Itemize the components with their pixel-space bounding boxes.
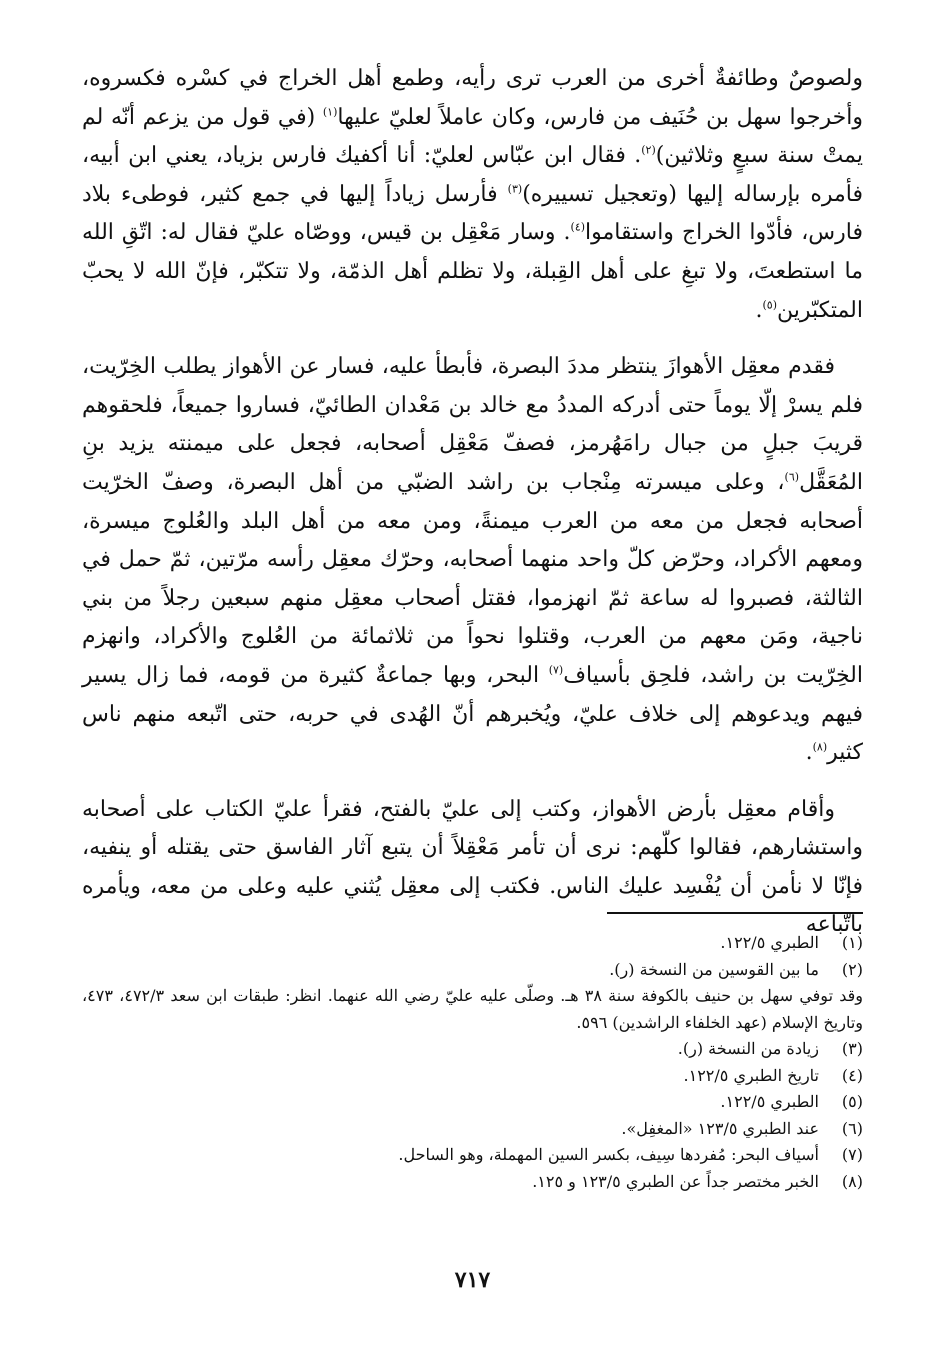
footnote-ref: (٧): [548, 663, 564, 677]
footnote-ref: (٢): [641, 143, 656, 157]
footnote-ref: (٨): [812, 740, 828, 754]
footnote-text: ما بين القوسين من النسخة (ر).: [609, 959, 819, 979]
footnote-text: الطبري ١٢٢/٥.: [720, 933, 819, 952]
footnote: [82, 1063, 863, 1090]
text-segment: فقدم معقِل الأهوازَ ينتظر مددَ البصرة، فأبطأ عليه، فسار عن الأهواز يطلب الخِرّيت، فلم يسرْ إلّا يوماً حتى أدركه المددُ مع خالد بن مَعْدان الطائيّ، فساروا جميعاً، فلحقوهم قريبَ جبلٍ من جبال رامَهُرمز، فصفّ مَعْقِل أصحابه، فجعل على ميمنته يزيد بنِ المُعَقَّل: [82, 354, 863, 495]
footnote: [82, 930, 863, 957]
footnote: [82, 1036, 863, 1063]
footnote-number: (٨): [841, 1171, 863, 1191]
footnote-ref: (٣): [507, 182, 523, 196]
footnote-number: (٢): [841, 959, 863, 979]
page-number: ٧١٧: [454, 1267, 491, 1293]
footnote-number: (٧): [841, 1145, 863, 1164]
footnote-text: زيادة من النسخة (ر).: [677, 1039, 819, 1058]
footnote-ref: (٥): [762, 298, 778, 312]
text-segment: فأرسل زياداً إليها في جمع كثير، فوطىء بلاد فارس، فأدّوا الخراج واستقاموا: [82, 181, 863, 246]
footnote: [82, 957, 863, 984]
text-segment: ، وعلى ميسرته مِنْجاب بن راشد الضبّي من أهل البصرة، وصفّ الخرّيت أصحابه فجعل من معه من العرب ميمنةً، ومن معه من أهل البلد والعُلوج ميسرة، ومعهم الأكراد، وحرّض كلّ واحد منهما أصحابه، وحرّك معقِل رأسه مرّتين، ثمّ حمل في الثالثة، فصبروا له ساعة ثمّ انهزموا، فقتل أصحاب معقِل منهم سبعين رجلاً من بني ناجية، ومَن معهم من العرب، وقتلوا نحواً من ثلاثمائة من العُلوج والأكراد، وانهزم الخِرّيت بن راشد، فلحِق بأسياف: [82, 469, 864, 688]
footnote-text: الطبري ١٢٢/٥.: [720, 1092, 819, 1111]
footnote-ref: (٦): [784, 470, 800, 484]
footnotes: [82, 930, 863, 1195]
footnote: [82, 1089, 863, 1116]
footnote: [82, 1142, 863, 1169]
footnote-number: (١): [841, 933, 863, 952]
footnote-text: الخبر مختصر جداً عن الطبري ١٢٣/٥ و ١٢٥.: [532, 1171, 819, 1191]
text-segment: . وسار مَعْقِل بن قيس، ووصّاه عليّ فقال له: اتّقِ الله ما استطعتَ، ولا تبغِ على أهل القِبلة، ولا تظلم أهل الذمّة، ولا تتكبّر، فإنّ الله لا يحبّ المتكبّرين: [82, 220, 863, 323]
text-segment: البحر، وبها جماعةٌ كثيرة من قومه، فما زال يسير فيهم ويدعوهم إلى خلاف عليّ، ويُخبرهم أنّ الهُدى في حربه، حتى اتّبعه منهم ناس كثير: [82, 662, 863, 766]
footnote-number: (٥): [841, 1092, 863, 1111]
main-text: [82, 60, 863, 945]
paragraph-3: وأقام معقِل بأرض الأهواز، وكتب إلى عليّ بالفتح، فقرأ عليّ الكتاب على أصحابه واستشارهم، فقالوا كلّهم: نرى أن تأمر مَعْقِلاً أن يتبع آثار الفاسق حتى يقتله أو ينفيه، فإنّا لا نأمن أن يُفْسِد عليك الناس. فكتب إلى معقِل يُثني عليه وعلى من معه، ويأمره باتّباعه: [82, 796, 863, 938]
footnote-ref: (١): [322, 105, 338, 119]
footnote-number: (٣): [841, 1039, 863, 1058]
paragraph-1: [82, 60, 863, 330]
text-segment: ولصوصٌ وطائفةٌ أخرى من العرب ترى رأيه، وطمع أهل الخراج في كسْره فكسروه، وأخرجوا سهل بن حُنَيف من فارس، وكان عاملاً لعليّ عليها: [82, 66, 863, 130]
footnote-text: أسياف البحر: مُفردها سِيف، بكسر السين المهملة، وهو الساحل.: [398, 1145, 819, 1164]
text-segment: .: [805, 740, 813, 766]
paragraph-2: [82, 348, 863, 773]
footnote-text: تاريخ الطبري ١٢٢/٥.: [683, 1065, 819, 1085]
text-segment: (في قول من يزعم أنّه لم يمتْ سنة سبعٍ وثلاثين): [82, 104, 863, 169]
text-segment: . فقال ابن عبّاس لعليّ: أنا أكفيك فارس بزياد، يعني ابن أبيه، فأمره بإرساله إليها (وتعجيل تسييره): [82, 143, 863, 207]
footnote: [82, 1116, 863, 1143]
footnote-number: (٦): [841, 1118, 863, 1138]
footnote-separator: [607, 912, 863, 914]
text-segment: .: [755, 297, 763, 323]
footnote-continuation: وقد توفي سهل بن حنيف بالكوفة سنة ٣٨ هـ. وصلّى عليه عليّ رضي الله عنهما. انظر: طبقات ابن سعد ٤٧٢/٣، ٤٧٣، وتاريخ الإسلام (عهد الخلفاء الراشدين) ٥٩٦.: [82, 986, 864, 1032]
footnote: [82, 1169, 863, 1196]
footnote-ref: (٤): [570, 221, 586, 235]
footnote-number: (٤): [841, 1065, 863, 1085]
footnote-text: عند الطبري ١٢٣/٥ «المغفِل».: [621, 1118, 819, 1138]
